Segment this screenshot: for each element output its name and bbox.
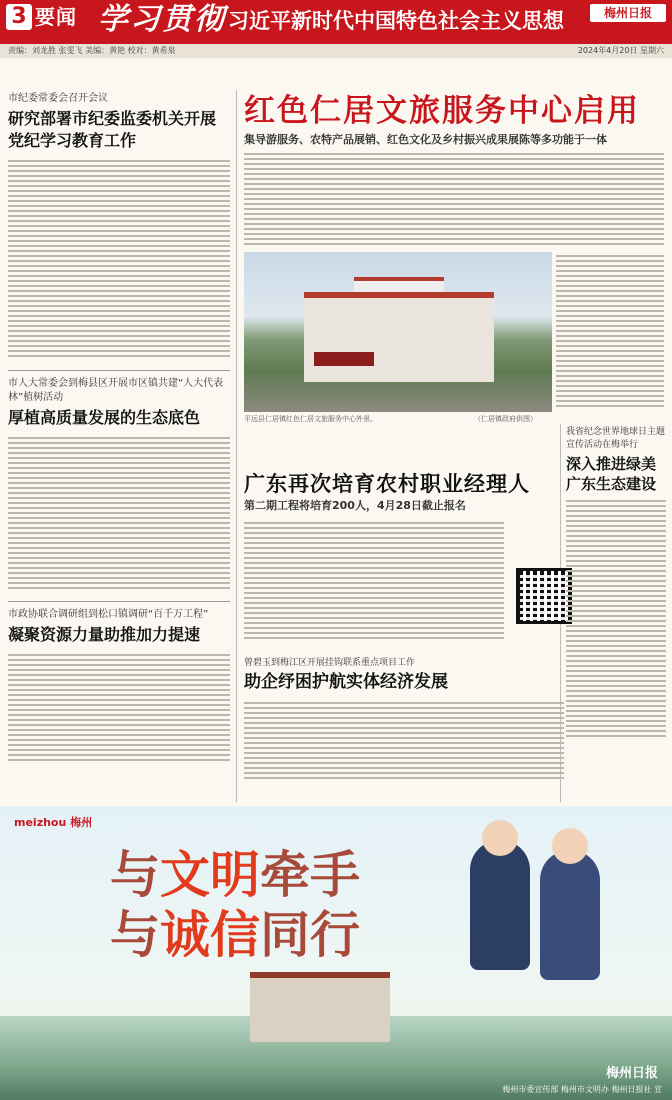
section-2-body (244, 522, 504, 650)
dateline: 2024年4月20日 星期六 (577, 46, 664, 55)
section-3-headline[interactable]: 助企纾困护航实体经济发展 (244, 672, 448, 692)
article-1-kicker: 市纪委常委会召开会议 (8, 93, 108, 104)
figure-head-right (552, 828, 588, 864)
lead-photo (244, 252, 552, 412)
photo-sign (314, 352, 374, 366)
article-3-kicker: 市政协联合调研组到松口镇调研“百千万工程” (8, 609, 209, 620)
ad-slogan-line-2 (110, 906, 360, 964)
section-label: 要闻 (35, 5, 77, 29)
left-column (8, 92, 230, 768)
section-3-kicker: 曾碧玉到梅江区开展挂钩联系重点项目工作 (244, 658, 416, 668)
right-body (566, 500, 666, 772)
ad-word-highlight: 诚信 (160, 906, 260, 964)
lead-body-continued (556, 252, 664, 412)
ad-footer: 梅州市委宣传部 梅州市文明办 梅州日报社 宣 (502, 1085, 662, 1094)
ad-word: 与 (110, 846, 160, 904)
right-kicker: 我省纪念世界地球日主题宣传活动在梅举行 (566, 427, 666, 450)
ad-word: 与 (110, 906, 160, 964)
article-section-2 (244, 470, 556, 650)
divider (8, 601, 230, 602)
article-1-body (8, 160, 230, 364)
lead-subhead: 集导游服务、农特产品展销、红色文化及乡村振兴成果展陈等多功能于一体 (244, 133, 607, 146)
article-3-headline[interactable]: 凝聚资源力量助推加力提速 (8, 625, 201, 644)
brush-title: 学习贯彻 (98, 2, 226, 37)
page-number: 3 (6, 4, 32, 30)
newspaper-logo: 梅州日报 (590, 4, 666, 22)
lead-article-header (244, 92, 664, 148)
ad-logo: meizhou 梅州 (14, 816, 93, 829)
ad-word: 牵手 (260, 846, 360, 904)
ad-word: 同行 (260, 906, 360, 964)
caption-credit: （仁居镇政府供图） (474, 415, 537, 423)
editors-line: 责编：刘龙胜 张雯飞 美编：黄艳 校对：黄希泉 (8, 46, 176, 55)
ad-illustration-handshake (430, 820, 650, 1000)
figure-head-left (482, 820, 518, 856)
photo-caption (244, 414, 664, 424)
public-service-ad (0, 806, 672, 1100)
ad-stamp-logo: 梅州日报 (605, 1066, 658, 1081)
caption-text: 平远县仁居镇红色仁居文旅服务中心外景。 (244, 415, 377, 423)
ad-building (250, 972, 390, 1042)
divider (8, 370, 230, 371)
column-divider (236, 90, 237, 802)
article-2-kicker: 市人大常委会到梅县区开展市区镇共建“人大代表林”植树活动 (8, 378, 224, 403)
article-section-3 (244, 656, 564, 792)
article-1-headline[interactable]: 研究部署市纪委监委机关开展党纪学习教育工作 (8, 109, 217, 150)
section-2-headline[interactable]: 广东再次培育农村职业经理人 (244, 471, 530, 496)
qr-code-pattern (520, 572, 568, 620)
ad-word-highlight: 文明 (160, 846, 260, 904)
ad-slogan-line-1 (110, 846, 360, 904)
article-2-headline[interactable]: 厚植高质量发展的生态底色 (8, 408, 201, 427)
header-meta-bar (0, 44, 672, 58)
section-2-subhead: 第二期工程将培育200人，4月28日截止报名 (244, 499, 466, 512)
figure-right (540, 850, 600, 980)
right-headline[interactable]: 深入推进绿美广东生态建设 (566, 455, 657, 493)
article-3-body (8, 654, 230, 768)
lead-headline[interactable]: 红色仁居文旅服务中心启用 (244, 93, 640, 129)
right-article (566, 426, 666, 772)
section-3-body (244, 702, 564, 792)
header-title: 习近平新时代中国特色社会主义思想 (228, 9, 564, 33)
photo-building (304, 292, 494, 382)
page-header (0, 0, 672, 58)
lead-body (244, 150, 664, 248)
article-2-body (8, 437, 230, 595)
figure-left (470, 840, 530, 970)
